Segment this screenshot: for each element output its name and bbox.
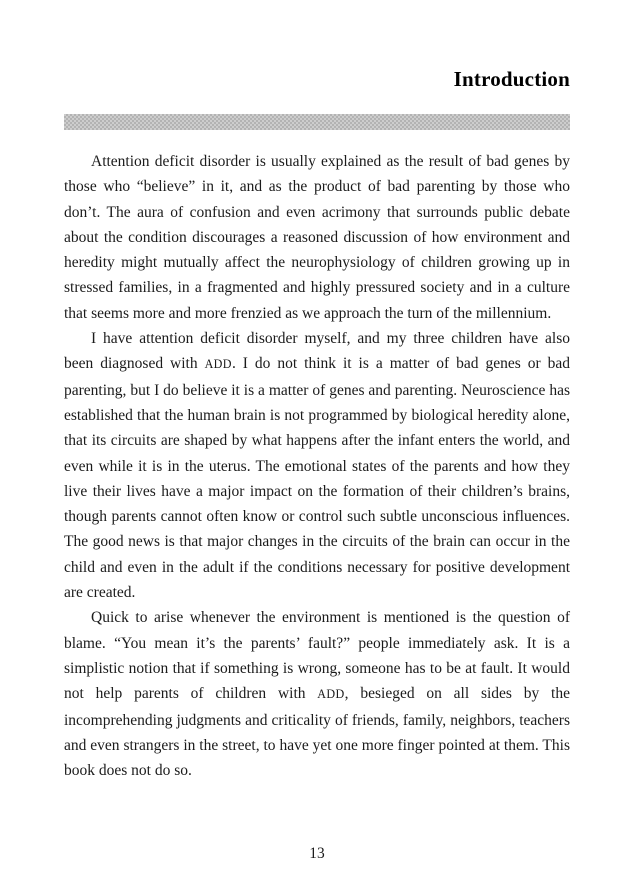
text-run: , besieged on all sides by the incomprehending judgments and criticality of friends, family, neighbors, teachers and even strangers in the street, to have yet one more finger pointed at them. This book does not do so.: [64, 685, 570, 780]
text-run: . I do not think it is a matter of bad genes or bad parenting, but I do believe it is a matter of genes and parenting. Neuroscience has established that the human brain is not programmed by biological heredity alone, that its circuits are shaped by what happens after the infant enters the world, and even while it is in the uterus. The emotional states of the parents and how they live their lives have a major impact on the formation of their children’s brains, though parents cannot often know or control such subtle unconscious influences. The good news is that major changes in the circuits of the brain can occur in the child and even in the adult if the conditions necessary for positive development are created.: [64, 355, 570, 602]
body-text: [64, 149, 570, 783]
chapter-title: Introduction: [453, 67, 570, 91]
text-run: Attention deficit disorder is usually explained as the result of bad genes by those who “believe” in it, and as the product of bad parenting by those who don’t. The aura of confusion and even acrimony that surrounds public debate about the condition discourages a reasoned discussion of how environment and heredity might mutually affect the neurophysiology of children growing up in stressed families, in a fragmented and highly pressured society and in a culture that seems more and more frenzied as we approach the turn of the millennium.: [64, 153, 570, 322]
decorative-rule: [64, 114, 570, 130]
paragraph: [64, 326, 570, 605]
text-run: Quick to arise whenever the environment is mentioned is the question of blame. “You mean it’s the parents’ fault?” people immediately ask. It is a simplistic notion that if something is wrong, someone has to be at fault. It would not help parents of children with: [64, 609, 570, 703]
page-number: 13: [309, 845, 325, 862]
paragraph: [64, 149, 570, 326]
paragraph: [64, 605, 570, 783]
smallcaps-term: ADD: [317, 687, 345, 702]
text-run: I have attention deficit disorder myself, and my three children have also been diagnosed with: [64, 330, 570, 373]
smallcaps-term: ADD: [204, 357, 232, 372]
